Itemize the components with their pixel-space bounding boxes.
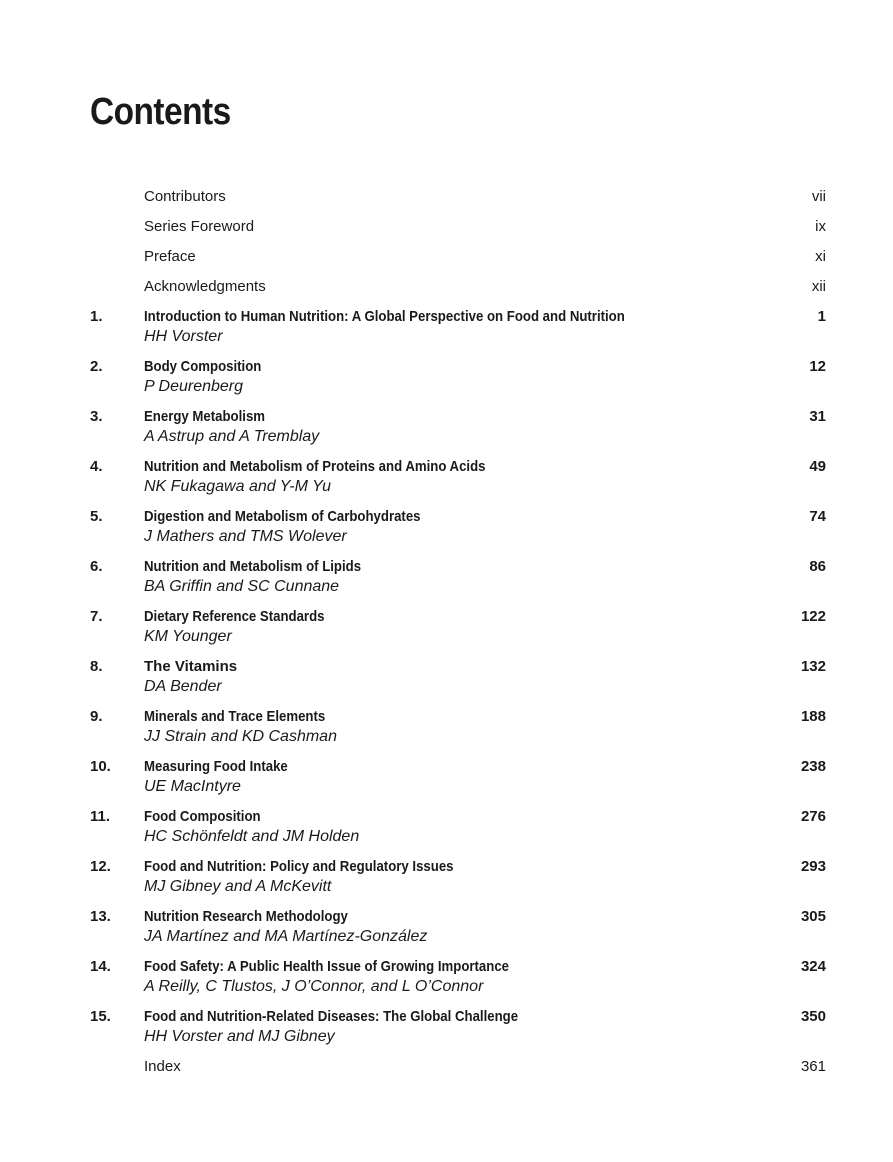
chapter-number: 2. <box>90 358 103 375</box>
chapter-author: P Deurenberg <box>144 378 244 395</box>
toc-entry-title: Series Foreword <box>144 218 255 235</box>
chapter-title: Nutrition and Metabolism of Proteins and Amino Acids <box>144 458 486 475</box>
chapter-author: BA Griffin and SC Cunnane <box>144 578 340 595</box>
chapter-number: 11. <box>90 808 111 825</box>
chapter-author: J Mathers and TMS Wolever <box>144 528 347 545</box>
chapter-author: UE MacIntyre <box>144 778 241 795</box>
chapter-title: Body Composition <box>144 358 262 375</box>
page-title: Contents <box>90 91 231 133</box>
toc-entry-title: Contributors <box>144 188 226 205</box>
chapter-author: HC Schönfeldt and JM Holden <box>144 828 360 845</box>
toc-entry-page: ix <box>815 218 826 235</box>
chapter-number: 4. <box>90 458 103 475</box>
toc-entry-page: xi <box>815 248 826 265</box>
chapter-title: Measuring Food Intake <box>144 758 288 775</box>
chapter-page: 31 <box>809 408 826 425</box>
toc-entry-page: xii <box>811 278 826 295</box>
chapter-title: The Vitamins <box>144 658 238 675</box>
chapter-title: Nutrition Research Methodology <box>144 908 348 925</box>
chapter-page: 49 <box>809 458 826 475</box>
chapter-number: 7. <box>90 608 103 625</box>
chapter-page: 86 <box>809 558 826 575</box>
chapter-title: Dietary Reference Standards <box>144 608 325 625</box>
chapter-page: 122 <box>800 608 826 625</box>
chapter-page: 276 <box>800 808 826 825</box>
toc-entry-page: vii <box>811 188 826 205</box>
chapter-title: Food Composition <box>144 808 261 825</box>
toc-entry-title: Acknowledgments <box>144 278 266 295</box>
chapter-page: 132 <box>800 658 826 675</box>
toc-entry-page: 361 <box>800 1058 826 1075</box>
chapter-page: 238 <box>800 758 826 775</box>
chapter-title: Food and Nutrition-Related Diseases: The Global Challenge <box>144 1008 519 1025</box>
chapter-page: 1 <box>817 308 826 325</box>
chapter-number: 15. <box>90 1008 111 1025</box>
chapter-author: A Astrup and A Tremblay <box>144 428 320 445</box>
chapter-page: 305 <box>800 908 826 925</box>
chapter-number: 3. <box>90 408 103 425</box>
chapter-page: 293 <box>800 858 826 875</box>
chapter-title: Digestion and Metabolism of Carbohydrates <box>144 508 421 525</box>
chapter-number: 10. <box>90 758 111 775</box>
chapter-author: HH Vorster <box>144 328 223 345</box>
chapter-number: 5. <box>90 508 103 525</box>
chapter-author: KM Younger <box>144 628 232 645</box>
toc-entry-title: Preface <box>144 248 196 265</box>
chapter-number: 9. <box>90 708 103 725</box>
chapter-number: 13. <box>90 908 111 925</box>
chapter-author: JA Martínez and MA Martínez-González <box>144 928 428 945</box>
chapter-author: A Reilly, C Tlustos, J O’Connor, and L O’Connor <box>144 978 484 995</box>
chapter-page: 350 <box>800 1008 826 1025</box>
chapter-author: JJ Strain and KD Cashman <box>144 728 337 745</box>
chapter-title: Energy Metabolism <box>144 408 266 425</box>
toc-entry-title: Index <box>144 1058 181 1075</box>
chapter-number: 14. <box>90 958 111 975</box>
chapter-number: 6. <box>90 558 103 575</box>
chapter-title: Food and Nutrition: Policy and Regulatory Issues <box>144 858 454 875</box>
chapter-number: 12. <box>90 858 111 875</box>
chapter-number: 1. <box>90 308 103 325</box>
chapter-title: Introduction to Human Nutrition: A Global Perspective on Food and Nutrition <box>144 308 625 325</box>
chapter-page: 188 <box>800 708 826 725</box>
chapter-title: Nutrition and Metabolism of Lipids <box>144 558 362 575</box>
chapter-title: Food Safety: A Public Health Issue of Growing Importance <box>144 958 510 975</box>
chapter-author: NK Fukagawa and Y-M Yu <box>144 478 332 495</box>
chapter-author: MJ Gibney and A McKevitt <box>144 878 332 895</box>
chapter-author: HH Vorster and MJ Gibney <box>144 1028 335 1045</box>
chapter-title: Minerals and Trace Elements <box>144 708 326 725</box>
chapter-page: 12 <box>809 358 826 375</box>
chapter-page: 74 <box>809 508 826 525</box>
chapter-author: DA Bender <box>144 678 222 695</box>
chapter-number: 8. <box>90 658 103 675</box>
chapter-page: 324 <box>800 958 826 975</box>
